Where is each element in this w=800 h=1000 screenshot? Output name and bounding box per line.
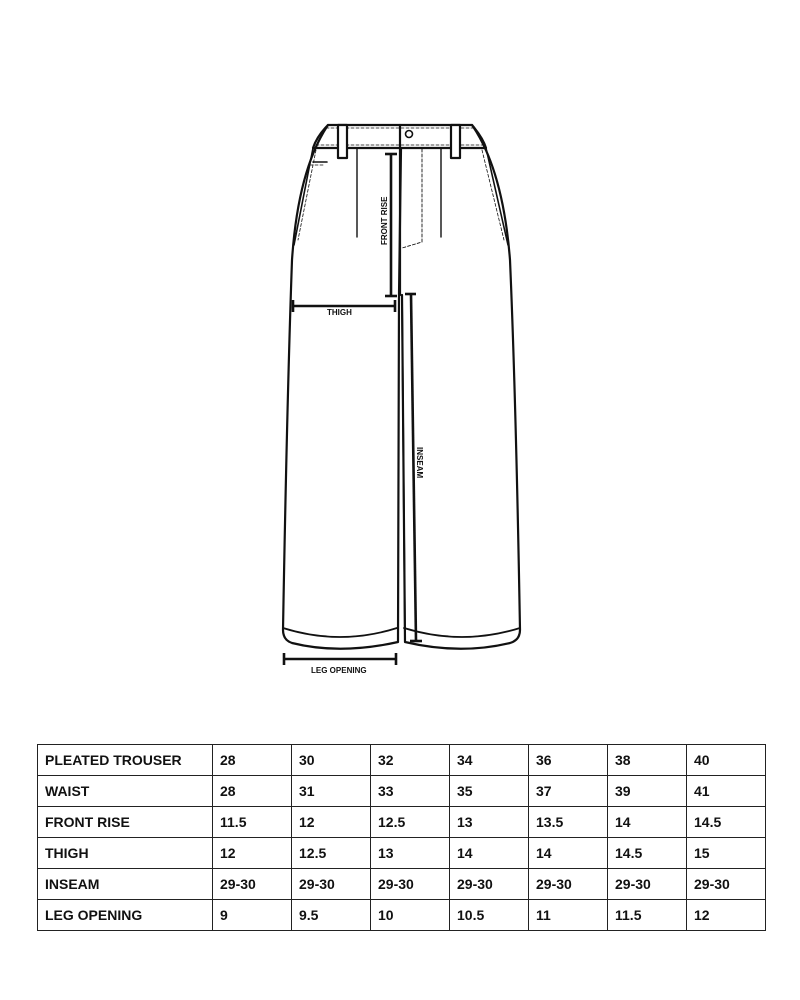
value-cell: 14	[529, 838, 608, 869]
table-row	[38, 838, 766, 869]
value-cell: 11.5	[608, 900, 687, 931]
value-cell: 29-30	[529, 869, 608, 900]
value-cell: 12.5	[371, 807, 450, 838]
value-cell: 29-30	[371, 869, 450, 900]
inseam-label: INSEAM	[415, 447, 424, 479]
table-row	[38, 776, 766, 807]
row-label: LEG OPENING	[38, 900, 213, 931]
value-cell: 33	[371, 776, 450, 807]
front-rise-label: FRONT RISE	[380, 196, 389, 245]
belt-loop-right	[451, 125, 460, 158]
row-label: WAIST	[38, 776, 213, 807]
value-cell: 28	[213, 776, 292, 807]
value-cell: 14.5	[687, 807, 766, 838]
value-cell: 14	[608, 807, 687, 838]
value-cell: 29-30	[608, 869, 687, 900]
value-cell: 12	[687, 900, 766, 931]
size-cell: 40	[687, 745, 766, 776]
size-cell: 30	[292, 745, 371, 776]
value-cell: 39	[608, 776, 687, 807]
size-cell: 36	[529, 745, 608, 776]
value-cell: 12	[213, 838, 292, 869]
value-cell: 29-30	[292, 869, 371, 900]
value-cell: 35	[450, 776, 529, 807]
thigh-label: THIGH	[327, 308, 352, 317]
value-cell: 37	[529, 776, 608, 807]
size-cell: 34	[450, 745, 529, 776]
button-icon	[406, 131, 413, 138]
table-header-row	[38, 745, 766, 776]
row-label: FRONT RISE	[38, 807, 213, 838]
value-cell: 10	[371, 900, 450, 931]
value-cell: 29-30	[687, 869, 766, 900]
value-cell: 11	[529, 900, 608, 931]
value-cell: 41	[687, 776, 766, 807]
table-row	[38, 869, 766, 900]
belt-loop-left	[338, 125, 347, 158]
table-header-label: PLEATED TROUSER	[38, 745, 213, 776]
right-leg-outline	[402, 125, 520, 649]
value-cell: 31	[292, 776, 371, 807]
table-row	[38, 807, 766, 838]
value-cell: 13	[450, 807, 529, 838]
leg-opening-label: LEG OPENING	[311, 666, 367, 675]
value-cell: 9.5	[292, 900, 371, 931]
value-cell: 13	[371, 838, 450, 869]
value-cell: 10.5	[450, 900, 529, 931]
row-label: INSEAM	[38, 869, 213, 900]
value-cell: 12	[292, 807, 371, 838]
size-cell: 38	[608, 745, 687, 776]
value-cell: 13.5	[529, 807, 608, 838]
value-cell: 14	[450, 838, 529, 869]
value-cell: 12.5	[292, 838, 371, 869]
table-row	[38, 900, 766, 931]
value-cell: 11.5	[213, 807, 292, 838]
row-label: THIGH	[38, 838, 213, 869]
value-cell: 29-30	[450, 869, 529, 900]
value-cell: 9	[213, 900, 292, 931]
size-cell: 28	[213, 745, 292, 776]
value-cell: 15	[687, 838, 766, 869]
value-cell: 29-30	[213, 869, 292, 900]
size-chart-table	[37, 744, 766, 931]
value-cell: 14.5	[608, 838, 687, 869]
size-cell: 32	[371, 745, 450, 776]
